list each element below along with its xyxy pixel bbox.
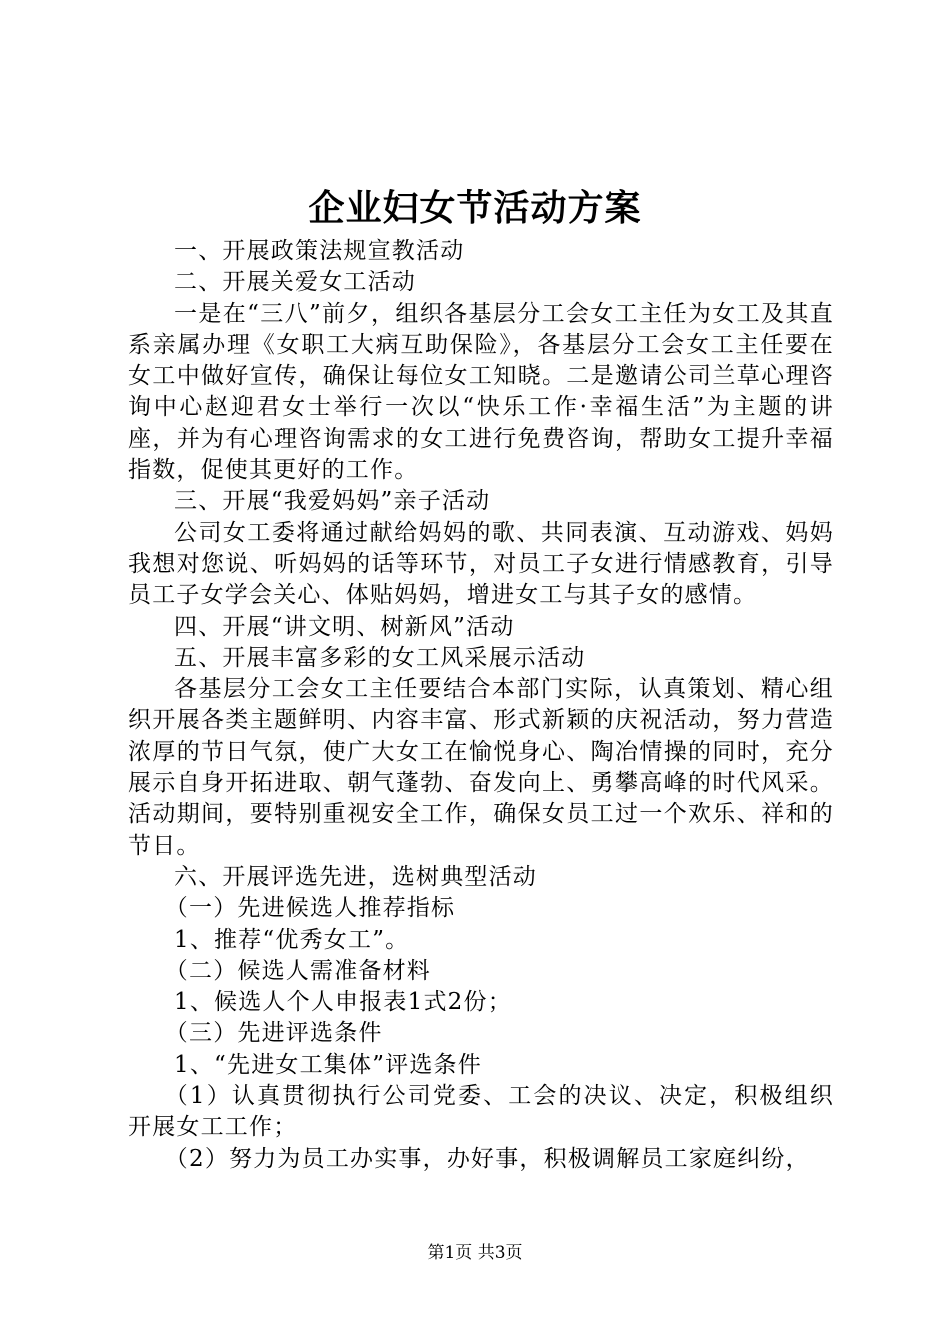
paragraph: 公司女工委将通过献给妈妈的歌、共同表演、互动游戏、妈妈我想对您说、听妈妈的话等环节，对员工子女进行情感教育，引导员工子女学会关心、体贴妈妈，增进女工与其子女的感情。 [128,519,834,609]
paragraph: 一、开展政策法规宣教活动 [174,238,465,264]
paragraph: 1、推荐“优秀女工”。 [174,926,410,953]
paragraph: 各基层分工会女工主任要结合本部门实际，认真策划、精心组织开展各类主题鲜明、内容丰富、形式新颖的庆祝活动，努力营造浓厚的节日气氛，使广大女工在愉悦身心、陶冶情操的同时，充分展示自身开拓进取、朝气蓬勃、奋发向上、勇攀高峰的时代风采。活动期间，要特别重视安全工作，确保女员工过一个欢乐、祥和的节日。 [128,676,834,859]
paragraph: 1、“先进女工集体”评选条件 [174,1051,482,1078]
paragraph: 六、开展评选先进，选树典型活动 [174,863,537,890]
paragraph: （1）认真贯彻执行公司党委、工会的决议、决定，积极组织开展女工工作； [128,1083,834,1141]
paragraph: 一是在“三八”前夕，组织各基层分工会女工主任为女工及其直系亲属办理《女职工大病互助保险》，各基层分工会女工主任要在女工中做好宣传，确保让每位女工知晓。二是邀请公司兰草心理咨询中心赵迎君女士举行一次以“快乐工作·幸福生活”为主题的讲座，并为有心理咨询需求的女工进行免费咨询，帮助女工提升幸福指数，促使其更好的工作。 [128,300,834,484]
paragraph: 二、开展关爱女工活动 [174,269,416,296]
paragraph: 1、候选人个人申报表1式2份； [174,989,512,1016]
paragraph: 五、开展丰富多彩的女工风采展示活动 [174,644,586,671]
page-footer: 第1页 共3页 [427,1243,523,1263]
paragraph: （2）努力为员工办实事，办好事，积极调解员工家庭纠纷， [164,1145,810,1172]
document-title: 企业妇女节活动方案 [308,187,642,229]
paragraph: 四、开展“讲文明、树新风”活动 [174,613,515,640]
paragraph: （三）先进评选条件 [164,1020,383,1047]
paragraph: 三、开展“我爱妈妈”亲子活动 [174,488,491,515]
paragraph: （二）候选人需准备材料 [164,957,431,984]
paragraph: （一）先进候选人推荐指标 [164,895,456,922]
document-body [128,236,834,1175]
